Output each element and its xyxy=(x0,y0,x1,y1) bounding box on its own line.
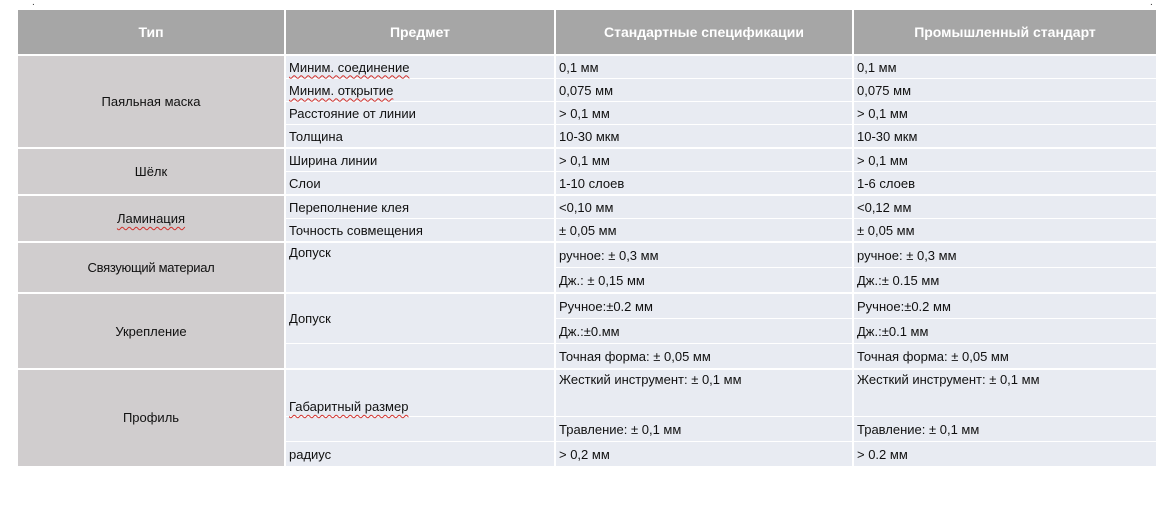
industry-cell: Точная форма: ± 0,05 мм xyxy=(853,344,1156,370)
table-row xyxy=(18,55,1156,79)
item-cell xyxy=(285,55,555,79)
corner-dot-left: . xyxy=(32,0,35,8)
industry-cell: > 0,1 мм xyxy=(853,102,1156,125)
industry-cell: > 0,1 мм xyxy=(853,148,1156,172)
header-item: Предмет xyxy=(285,10,555,55)
industry-cell: > 0.2 мм xyxy=(853,442,1156,467)
industry-cell: Ручное:±0.2 мм xyxy=(853,293,1156,319)
standard-cell: 0,075 мм xyxy=(555,79,853,102)
item-cell: Допуск xyxy=(285,293,555,344)
industry-cell: Дж.:±0.1 мм xyxy=(853,319,1156,344)
item-cell: Расстояние от линии xyxy=(285,102,555,125)
table-row xyxy=(18,242,1156,268)
industry-cell: Дж.:± 0.15 мм xyxy=(853,268,1156,294)
standard-cell: Ручное:±0.2 мм xyxy=(555,293,853,319)
industry-cell: <0,12 мм xyxy=(853,195,1156,219)
type-cell: Профиль xyxy=(18,369,285,467)
type-cell xyxy=(18,195,285,242)
header-standard: Стандартные спецификации xyxy=(555,10,853,55)
industry-cell: ручное: ± 0,3 мм xyxy=(853,242,1156,268)
type-cell: Связующий материал xyxy=(18,242,285,293)
standard-cell: 10-30 мкм xyxy=(555,125,853,149)
industry-cell: 10-30 мкм xyxy=(853,125,1156,149)
item-cell xyxy=(285,79,555,102)
type-cell: Паяльная маска xyxy=(18,55,285,148)
standard-cell: Травление: ± 0,1 мм xyxy=(555,417,853,442)
standard-cell: 1-10 слоев xyxy=(555,172,853,196)
industry-cell: Травление: ± 0,1 мм xyxy=(853,417,1156,442)
item-cell: Допуск xyxy=(285,242,555,293)
standard-cell: Точная форма: ± 0,05 мм xyxy=(555,344,853,370)
industry-cell: 1-6 слоев xyxy=(853,172,1156,196)
standard-cell: > 0,2 мм xyxy=(555,442,853,467)
standard-cell: <0,10 мм xyxy=(555,195,853,219)
item-cell: Толщина xyxy=(285,125,555,149)
type-cell: Укрепление xyxy=(18,293,285,369)
specs-table xyxy=(18,10,1156,468)
industry-cell: 0,1 мм xyxy=(853,55,1156,79)
type-text: Ламинация xyxy=(116,211,186,226)
standard-cell: Жесткий инструмент: ± 0,1 мм xyxy=(555,369,853,417)
item-text: Габаритный размер xyxy=(289,399,409,414)
standard-cell: ручное: ± 0,3 мм xyxy=(555,242,853,268)
item-cell: Ширина линии xyxy=(285,148,555,172)
standard-cell: > 0,1 мм xyxy=(555,148,853,172)
item-cell-empty xyxy=(285,344,555,370)
header-type: Тип xyxy=(18,10,285,55)
standard-cell: Дж.: ± 0,15 мм xyxy=(555,268,853,294)
industry-cell: ± 0,05 мм xyxy=(853,219,1156,243)
standard-cell: 0,1 мм xyxy=(555,55,853,79)
type-cell: Шёлк xyxy=(18,148,285,195)
table-row xyxy=(18,369,1156,417)
header-industry: Промышленный стандарт xyxy=(853,10,1156,55)
item-cell: Слои xyxy=(285,172,555,196)
item-cell xyxy=(285,369,555,417)
item-text: Миним. открытие xyxy=(289,82,394,98)
header-row xyxy=(18,10,1156,55)
item-cell: Переполнение клея xyxy=(285,195,555,219)
standard-cell: ± 0,05 мм xyxy=(555,219,853,243)
standard-cell: > 0,1 мм xyxy=(555,102,853,125)
standard-cell: Дж.:±0.мм xyxy=(555,319,853,344)
table-row xyxy=(18,195,1156,219)
industry-cell: Жесткий инструмент: ± 0,1 мм xyxy=(853,369,1156,417)
industry-cell: 0,075 мм xyxy=(853,79,1156,102)
table-row xyxy=(18,293,1156,319)
item-text: Миним. соединение xyxy=(289,59,410,75)
corner-dot-right: . xyxy=(1150,0,1153,8)
table-row xyxy=(18,148,1156,172)
item-cell: радиус xyxy=(285,442,555,467)
item-cell: Точность совмещения xyxy=(285,219,555,243)
item-cell-empty xyxy=(285,417,555,442)
